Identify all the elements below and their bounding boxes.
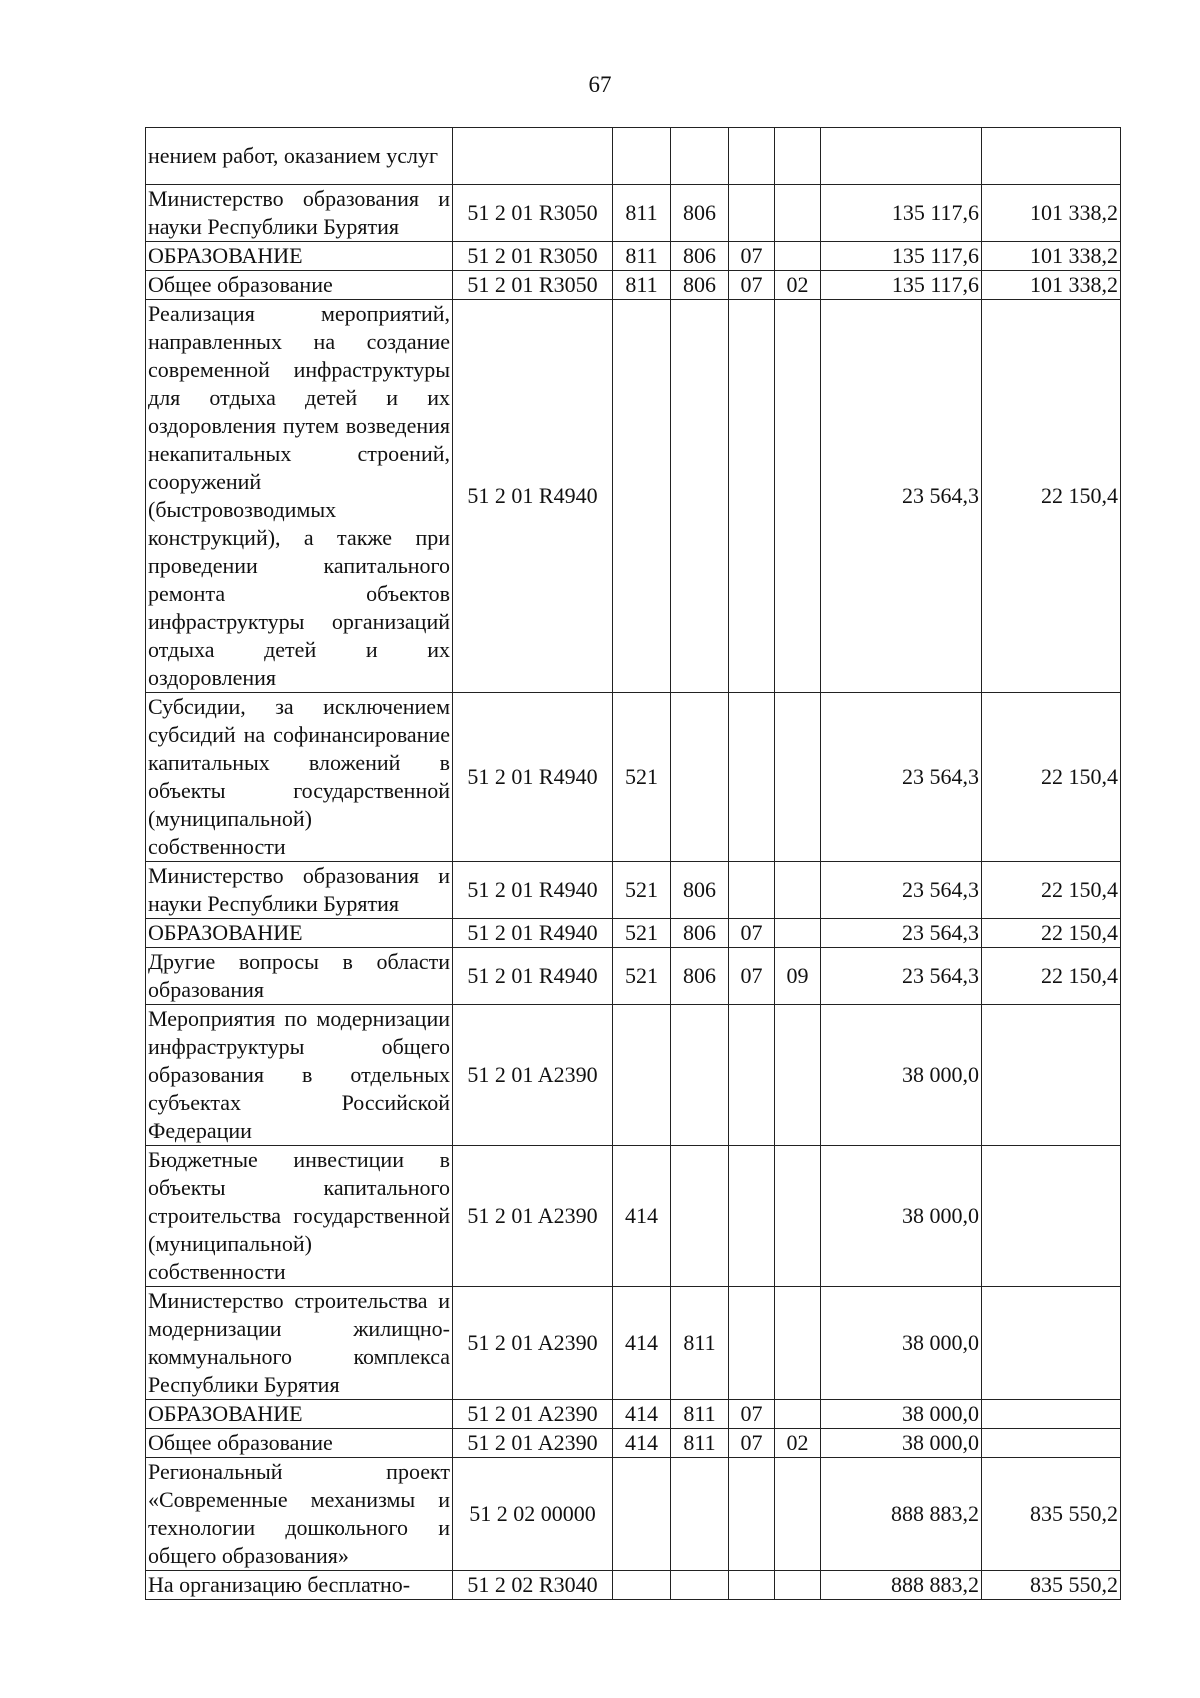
subsection-code: 09 xyxy=(775,948,821,1005)
amount-year-2: 101 338,2 xyxy=(982,242,1121,271)
item-name: Министерство образования и науки Республики Бурятия xyxy=(146,185,453,242)
target-article-code: 51 2 01 R4940 xyxy=(453,693,613,862)
subsection-code xyxy=(775,1005,821,1146)
administrator-code: 806 xyxy=(671,948,729,1005)
expense-type-code: 414 xyxy=(613,1429,671,1458)
table-row xyxy=(146,1005,1121,1146)
section-code xyxy=(729,1571,775,1600)
table-row xyxy=(146,271,1121,300)
item-name: Министерство образования и науки Республики Бурятия xyxy=(146,862,453,919)
administrator-code: 811 xyxy=(671,1287,729,1400)
subsection-code: 02 xyxy=(775,1429,821,1458)
expense-type-code xyxy=(613,128,671,185)
subsection-code: 02 xyxy=(775,271,821,300)
amount-year-1: 23 564,3 xyxy=(821,862,982,919)
expense-type-code xyxy=(613,1005,671,1146)
section-code: 07 xyxy=(729,919,775,948)
table-row xyxy=(146,1146,1121,1287)
amount-year-1: 888 883,2 xyxy=(821,1571,982,1600)
target-article-code: 51 2 02 R3040 xyxy=(453,1571,613,1600)
amount-year-2: 22 150,4 xyxy=(982,948,1121,1005)
target-article-code: 51 2 01 A2390 xyxy=(453,1287,613,1400)
target-article-code: 51 2 01 R3050 xyxy=(453,185,613,242)
target-article-code xyxy=(453,128,613,185)
expense-type-code: 521 xyxy=(613,948,671,1005)
expense-type-code: 414 xyxy=(613,1400,671,1429)
section-code: 07 xyxy=(729,1429,775,1458)
amount-year-1: 38 000,0 xyxy=(821,1400,982,1429)
amount-year-2 xyxy=(982,1287,1121,1400)
table-row xyxy=(146,862,1121,919)
amount-year-2: 101 338,2 xyxy=(982,271,1121,300)
target-article-code: 51 2 02 00000 xyxy=(453,1458,613,1571)
item-name: Реализация мероприятий, направленных на создание современной инфраструктуры для отдыха детей и их оздоровления путем возведения некапитальных строений, сооружений (быстровозводимых конструкций), а также при проведении капитального ремонта объектов инфраструктуры организаций отдыха детей и их оздоровления xyxy=(146,300,453,693)
amount-year-2: 835 550,2 xyxy=(982,1458,1121,1571)
item-name: ОБРАЗОВАНИЕ xyxy=(146,1400,453,1429)
target-article-code: 51 2 01 A2390 xyxy=(453,1429,613,1458)
item-name: нением работ, оказанием услуг xyxy=(146,128,453,185)
administrator-code xyxy=(671,128,729,185)
amount-year-2 xyxy=(982,128,1121,185)
administrator-code: 806 xyxy=(671,242,729,271)
subsection-code xyxy=(775,1571,821,1600)
subsection-code xyxy=(775,185,821,242)
section-code xyxy=(729,185,775,242)
table-row xyxy=(146,1400,1121,1429)
subsection-code xyxy=(775,1400,821,1429)
amount-year-1: 38 000,0 xyxy=(821,1429,982,1458)
target-article-code: 51 2 01 A2390 xyxy=(453,1400,613,1429)
item-name: Общее образование xyxy=(146,1429,453,1458)
amount-year-2 xyxy=(982,1429,1121,1458)
subsection-code xyxy=(775,862,821,919)
amount-year-2: 22 150,4 xyxy=(982,862,1121,919)
target-article-code: 51 2 01 R4940 xyxy=(453,919,613,948)
administrator-code: 806 xyxy=(671,919,729,948)
amount-year-1: 38 000,0 xyxy=(821,1287,982,1400)
target-article-code: 51 2 01 R4940 xyxy=(453,948,613,1005)
table-row xyxy=(146,919,1121,948)
item-name: На организацию бесплатно- xyxy=(146,1571,453,1600)
expense-type-code: 414 xyxy=(613,1287,671,1400)
section-code: 07 xyxy=(729,242,775,271)
administrator-code xyxy=(671,1146,729,1287)
subsection-code xyxy=(775,1287,821,1400)
amount-year-1: 23 564,3 xyxy=(821,693,982,862)
expense-type-code xyxy=(613,300,671,693)
expense-type-code xyxy=(613,1571,671,1600)
target-article-code: 51 2 01 R4940 xyxy=(453,862,613,919)
target-article-code: 51 2 01 A2390 xyxy=(453,1146,613,1287)
section-code xyxy=(729,300,775,693)
item-name: ОБРАЗОВАНИЕ xyxy=(146,242,453,271)
table-body xyxy=(146,128,1121,1600)
expense-type-code: 811 xyxy=(613,271,671,300)
administrator-code: 806 xyxy=(671,862,729,919)
target-article-code: 51 2 01 R3050 xyxy=(453,271,613,300)
item-name: Бюджетные инвестиции в объекты капитального строительства государственной (муниципальной) собственности xyxy=(146,1146,453,1287)
expense-type-code xyxy=(613,1458,671,1571)
amount-year-2: 835 550,2 xyxy=(982,1571,1121,1600)
administrator-code xyxy=(671,300,729,693)
item-name: Региональный проект «Современные механизмы и технологии дошкольного и общего образования» xyxy=(146,1458,453,1571)
expense-type-code: 811 xyxy=(613,242,671,271)
table-row xyxy=(146,242,1121,271)
expense-type-code: 521 xyxy=(613,919,671,948)
amount-year-1: 23 564,3 xyxy=(821,300,982,693)
section-code: 07 xyxy=(729,948,775,1005)
table-row xyxy=(146,693,1121,862)
administrator-code: 811 xyxy=(671,1400,729,1429)
item-name: ОБРАЗОВАНИЕ xyxy=(146,919,453,948)
table-row xyxy=(146,185,1121,242)
administrator-code: 811 xyxy=(671,1429,729,1458)
item-name: Субсидии, за исключением субсидий на софинансирование капитальных вложений в объекты государственной (муниципальной) собственности xyxy=(146,693,453,862)
expense-type-code: 811 xyxy=(613,185,671,242)
amount-year-2 xyxy=(982,1400,1121,1429)
section-code xyxy=(729,862,775,919)
amount-year-1 xyxy=(821,128,982,185)
amount-year-1: 38 000,0 xyxy=(821,1005,982,1146)
section-code xyxy=(729,128,775,185)
subsection-code xyxy=(775,693,821,862)
administrator-code xyxy=(671,1571,729,1600)
item-name: Министерство строительства и модернизации жилищно-коммунального комплекса Республики Бурятия xyxy=(146,1287,453,1400)
amount-year-1: 888 883,2 xyxy=(821,1458,982,1571)
administrator-code: 806 xyxy=(671,185,729,242)
table-row xyxy=(146,948,1121,1005)
subsection-code xyxy=(775,300,821,693)
table-row xyxy=(146,300,1121,693)
amount-year-1: 135 117,6 xyxy=(821,271,982,300)
section-code xyxy=(729,1146,775,1287)
administrator-code xyxy=(671,1005,729,1146)
target-article-code: 51 2 01 A2390 xyxy=(453,1005,613,1146)
amount-year-1: 135 117,6 xyxy=(821,185,982,242)
table-row xyxy=(146,128,1121,185)
section-code: 07 xyxy=(729,1400,775,1429)
item-name: Общее образование xyxy=(146,271,453,300)
amount-year-2: 22 150,4 xyxy=(982,300,1121,693)
subsection-code xyxy=(775,128,821,185)
subsection-code xyxy=(775,919,821,948)
target-article-code: 51 2 01 R3050 xyxy=(453,242,613,271)
section-code: 07 xyxy=(729,271,775,300)
amount-year-2 xyxy=(982,1146,1121,1287)
administrator-code: 806 xyxy=(671,271,729,300)
table-row xyxy=(146,1571,1121,1600)
subsection-code xyxy=(775,1458,821,1571)
section-code xyxy=(729,1005,775,1146)
amount-year-2: 22 150,4 xyxy=(982,693,1121,862)
section-code xyxy=(729,693,775,862)
page-number: 67 xyxy=(588,72,612,97)
amount-year-1: 135 117,6 xyxy=(821,242,982,271)
expense-type-code: 521 xyxy=(613,862,671,919)
administrator-code xyxy=(671,693,729,862)
item-name: Другие вопросы в области образования xyxy=(146,948,453,1005)
target-article-code: 51 2 01 R4940 xyxy=(453,300,613,693)
section-code xyxy=(729,1287,775,1400)
amount-year-1: 38 000,0 xyxy=(821,1146,982,1287)
item-name: Мероприятия по модернизации инфраструктуры общего образования в отдельных субъектах Российской Федерации xyxy=(146,1005,453,1146)
budget-table xyxy=(145,127,1121,1600)
section-code xyxy=(729,1458,775,1571)
subsection-code xyxy=(775,1146,821,1287)
amount-year-2: 22 150,4 xyxy=(982,919,1121,948)
amount-year-1: 23 564,3 xyxy=(821,948,982,1005)
amount-year-1: 23 564,3 xyxy=(821,919,982,948)
table-row xyxy=(146,1458,1121,1571)
expense-type-code: 521 xyxy=(613,693,671,862)
table-row xyxy=(146,1429,1121,1458)
subsection-code xyxy=(775,242,821,271)
amount-year-2 xyxy=(982,1005,1121,1146)
amount-year-2: 101 338,2 xyxy=(982,185,1121,242)
administrator-code xyxy=(671,1458,729,1571)
expense-type-code: 414 xyxy=(613,1146,671,1287)
table-row xyxy=(146,1287,1121,1400)
